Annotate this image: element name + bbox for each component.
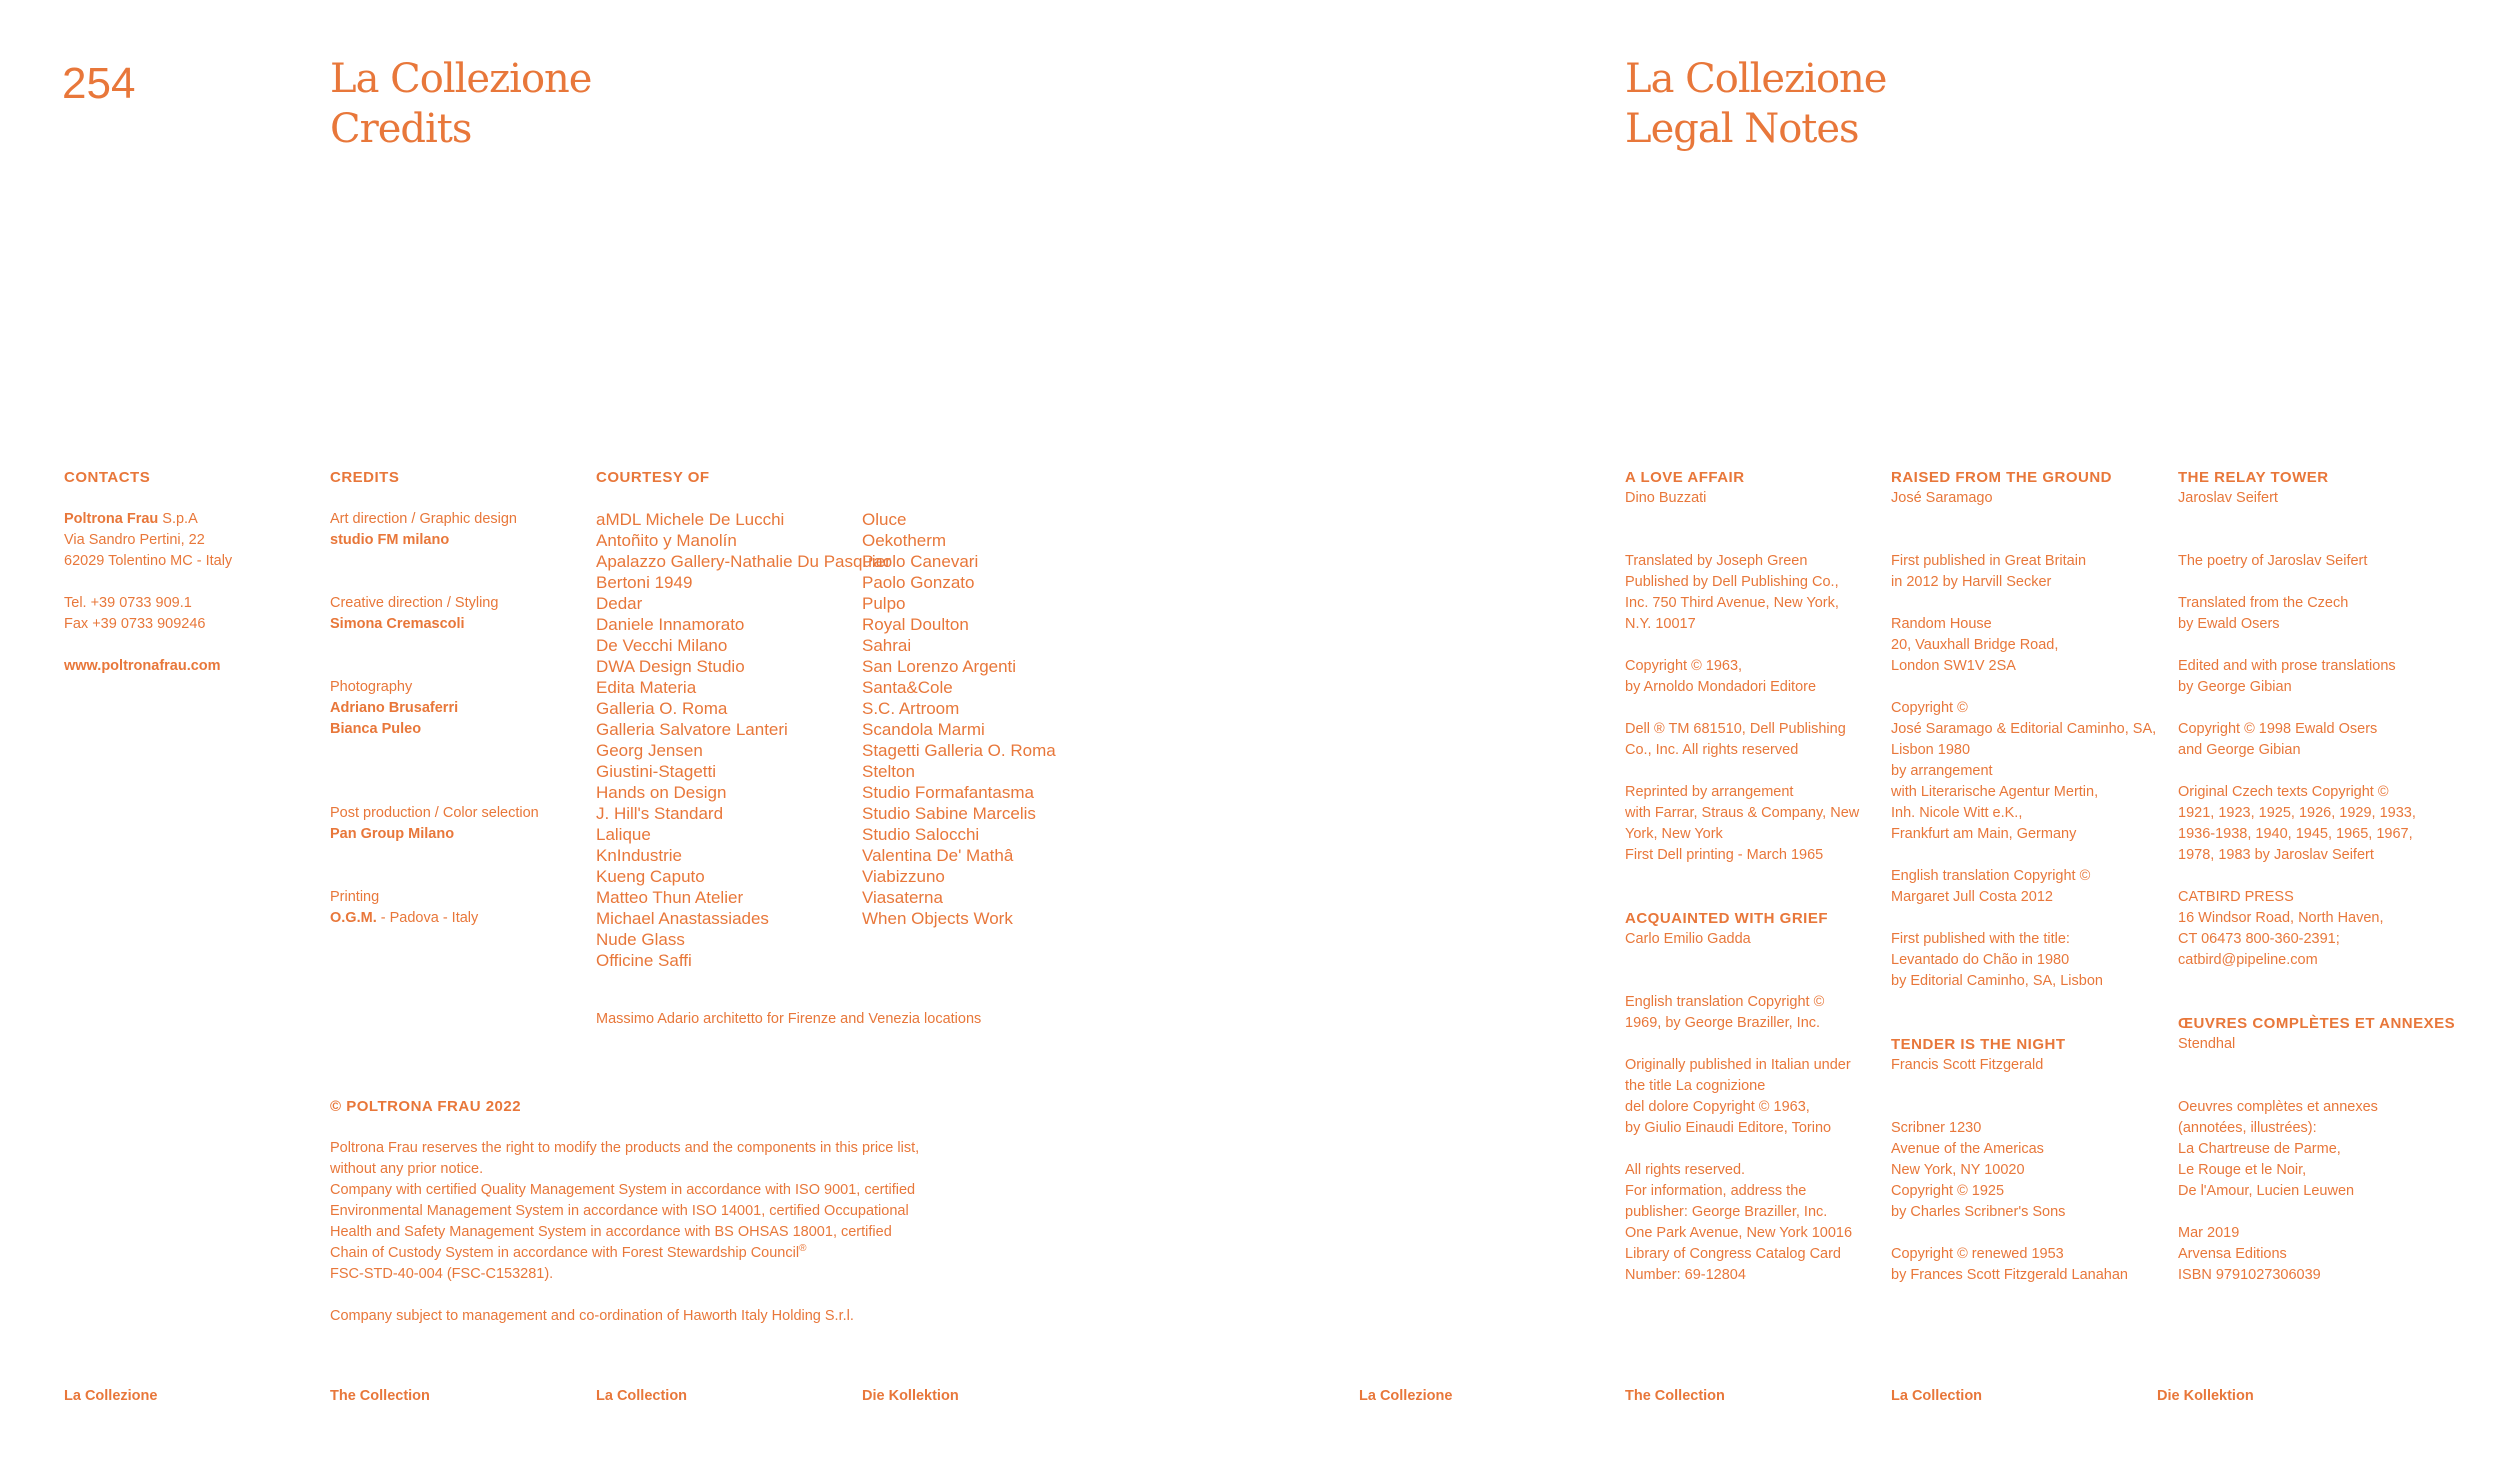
courtesy-item: Bertoni 1949: [596, 573, 693, 592]
art-direction-value: studio FM milano: [330, 532, 450, 548]
legal-book-title: A LOVE AFFAIR: [1625, 469, 1745, 486]
legal-text-line: Co., Inc. All rights reserved: [1625, 742, 1799, 758]
legal-text-line: Originally published in Italian under: [1625, 1057, 1851, 1073]
legal-text-line: London SW1V 2SA: [1891, 658, 2016, 674]
legal-column-1: [1625, 467, 1859, 1286]
website-link[interactable]: www.poltronafrau.com: [64, 658, 221, 674]
courtesy-item: Paolo Canevari: [862, 552, 979, 571]
legal-text-line: 1921, 1923, 1925, 1926, 1929, 1933,: [2178, 805, 2416, 821]
footer-left-4: Die Kollektion: [862, 1388, 959, 1404]
legal-text-line: The poetry of Jaroslav Seifert: [2178, 553, 2368, 569]
courtesy-item: Oluce: [862, 510, 907, 529]
legal-text-line: CATBIRD PRESS: [2178, 889, 2294, 905]
legal-text-line: One Park Avenue, New York 10016: [1625, 1225, 1853, 1241]
courtesy-item: Edita Materia: [596, 678, 697, 697]
post-production-value: Pan Group Milano: [330, 826, 455, 842]
legal-text-line: 1969, by George Braziller, Inc.: [1625, 1015, 1821, 1031]
legal-text-line: De l'Amour, Lucien Leuwen: [2178, 1183, 2355, 1199]
page-number: 254: [62, 59, 136, 108]
footer-right-3: La Collection: [1891, 1388, 1983, 1404]
company-name: [64, 509, 232, 530]
chain-text: Chain of Custody System in accordance with Forest Stewardship Council: [330, 1245, 800, 1261]
courtesy-item: Sahrai: [862, 636, 912, 655]
copyright-line: Health and Safety Management System in accordance with BS OHSAS 18001, certified: [330, 1224, 892, 1240]
courtesy-item: Santa&Cole: [862, 678, 953, 697]
legal-text-line: by Giulio Einaudi Editore, Torino: [1625, 1120, 1832, 1136]
legal-text-line: Edited and with prose translations: [2178, 658, 2396, 674]
address-line-2: 62029 Tolentino MC - Italy: [64, 553, 233, 569]
courtesy-item: Daniele Innamorato: [596, 615, 745, 634]
courtesy-item: Studio Salocchi: [862, 825, 980, 844]
credits-title-line1: La Collezione: [330, 56, 592, 102]
legal-notes-title: [1625, 54, 1886, 154]
legal-title-line1: La Collezione: [1625, 56, 1887, 102]
legal-column-2: [1891, 467, 2156, 1286]
legal-text-line: Frankfurt am Main, Germany: [1891, 826, 2077, 842]
copyright-heading: © POLTRONA FRAU 2022: [330, 1098, 522, 1115]
copyright-line: Company with certified Quality Management System in accordance with ISO 9001, certified: [330, 1182, 916, 1198]
legal-text-line: La Chartreuse de Parme,: [2178, 1141, 2341, 1157]
courtesy-item: Stelton: [862, 762, 915, 781]
legal-text-line: Random House: [1891, 616, 1992, 632]
courtesy-item: Oekotherm: [862, 531, 947, 550]
legal-text-line: Translated from the Czech: [2178, 595, 2349, 611]
courtesy-item: DWA Design Studio: [596, 657, 745, 676]
printing-label: Printing: [330, 889, 380, 905]
courtesy-item: When Objects Work: [862, 909, 1013, 928]
footer-right-1: La Collezione: [1359, 1388, 1453, 1404]
creative-direction-label: Creative direction / Styling: [330, 595, 499, 611]
legal-text-line: Original Czech texts Copyright ©: [2178, 784, 2389, 800]
courtesy-item: S.C. Artroom: [862, 699, 960, 718]
courtesy-item: Studio Sabine Marcelis: [862, 804, 1036, 823]
courtesy-heading: COURTESY OF: [596, 469, 710, 486]
legal-text-line: Library of Congress Catalog Card: [1625, 1246, 1841, 1262]
legal-column-3: [2178, 467, 2455, 1286]
courtesy-item: Viabizzuno: [862, 867, 945, 886]
courtesy-item: Nude Glass: [596, 930, 685, 949]
photography-value-1: Adriano Brusaferri: [330, 700, 459, 716]
courtesy-item: Michael Anastassiades: [596, 909, 769, 928]
legal-text-line: Copyright © renewed 1953: [1891, 1246, 2064, 1262]
legal-text-line: by George Gibian: [2178, 679, 2292, 695]
legal-text-line: 1978, 1983 by Jaroslav Seifert: [2178, 847, 2374, 863]
courtesy-item: Kueng Caputo: [596, 867, 705, 886]
legal-text-line: First published in Great Britain: [1891, 553, 2087, 569]
courtesy-item: Matteo Thun Atelier: [596, 888, 744, 907]
footer-right-2: The Collection: [1625, 1388, 1725, 1404]
courtesy-item: Apalazzo Gallery-Nathalie Du Pasquier: [596, 552, 891, 571]
legal-text-line: Mar 2019: [2178, 1225, 2240, 1241]
contacts-section: [64, 467, 232, 677]
courtesy-list-2: [862, 509, 1056, 929]
legal-text-line: José Saramago & Editorial Caminho, SA,: [1891, 721, 2157, 737]
legal-text-line: Le Rouge et le Noir,: [2178, 1162, 2307, 1178]
legal-book-title: ACQUAINTED WITH GRIEF: [1625, 910, 1828, 927]
legal-text-line: English translation Copyright ©: [1625, 994, 1825, 1010]
courtesy-note: Massimo Adario architetto for Firenze and Venezia locations: [596, 1011, 982, 1027]
photography-value-2: Bianca Puleo: [330, 721, 422, 737]
legal-text-line: Margaret Jull Costa 2012: [1891, 889, 2053, 905]
courtesy-item: Stagetti Galleria O. Roma: [862, 741, 1056, 760]
company-name-bold: Poltrona Frau: [64, 511, 159, 527]
legal-text-line: Inc. 750 Third Avenue, New York,: [1625, 595, 1839, 611]
legal-text-line: by Editorial Caminho, SA, Lisbon: [1891, 973, 2103, 989]
legal-title-line2: Legal Notes: [1625, 106, 1859, 152]
legal-text-line: Carlo Emilio Gadda: [1625, 931, 1751, 947]
legal-book-title: TENDER IS THE NIGHT: [1891, 1036, 2066, 1053]
fsc-line: FSC-STD-40-004 (FSC-C153281).: [330, 1266, 554, 1282]
legal-text-line: Dell ® TM 681510, Dell Publishing: [1625, 721, 1846, 737]
legal-text-line: by Charles Scribner's Sons: [1891, 1204, 2066, 1220]
legal-text-line: All rights reserved.: [1625, 1162, 1746, 1178]
legal-text-line: Copyright © 1925: [1891, 1183, 2005, 1199]
legal-text-line: Reprinted by arrangement: [1625, 784, 1794, 800]
courtesy-item: San Lorenzo Argenti: [862, 657, 1017, 676]
courtesy-item: De Vecchi Milano: [596, 636, 728, 655]
legal-text-line: Dino Buzzati: [1625, 490, 1707, 506]
haworth-line: Company subject to management and co-ordination of Haworth Italy Holding S.r.l.: [330, 1308, 854, 1324]
footer-right-4: Die Kollektion: [2157, 1388, 2254, 1404]
legal-text-line: Arvensa Editions: [2178, 1246, 2287, 1262]
courtesy-item: Studio Formafantasma: [862, 783, 1034, 802]
legal-text-line: First Dell printing - March 1965: [1625, 847, 1824, 863]
legal-text-line: (annotées, illustrées):: [2178, 1120, 2317, 1136]
photography-label: Photography: [330, 679, 413, 695]
legal-text-line: Translated by Joseph Green: [1625, 553, 1808, 569]
legal-book-title: ŒUVRES COMPLÈTES ET ANNEXES: [2178, 1015, 2456, 1032]
footer-left-2: The Collection: [330, 1388, 430, 1404]
company-suffix: S.p.A: [158, 511, 198, 527]
credits-title-line2: Credits: [330, 106, 472, 152]
legal-text-line: English translation Copyright ©: [1891, 868, 2091, 884]
courtesy-item: Officine Saffi: [596, 951, 692, 970]
courtesy-item: Royal Doulton: [862, 615, 969, 634]
courtesy-list-1: [596, 509, 891, 971]
courtesy-item: Paolo Gonzato: [862, 573, 975, 592]
legal-text-line: ISBN 9791027306039: [2178, 1267, 2321, 1283]
legal-text-line: Published by Dell Publishing Co.,: [1625, 574, 1839, 590]
courtesy-item: Galleria Salvatore Lanteri: [596, 720, 788, 739]
legal-text-line: York, New York: [1625, 826, 1723, 842]
printing-value-bold: O.G.M.: [330, 910, 377, 926]
courtesy-item: Giustini-Stagetti: [596, 762, 716, 781]
legal-text-line: Oeuvres complètes et annexes: [2178, 1099, 2378, 1115]
copyright-line: Poltrona Frau reserves the right to modify the products and the components in this price list,: [330, 1140, 920, 1156]
legal-text-line: Jaroslav Seifert: [2178, 490, 2278, 506]
legal-text-line: Avenue of the Americas: [1891, 1141, 2044, 1157]
courtesy-item: Antoñito y Manolín: [596, 531, 737, 550]
legal-text-line: Copyright © 1963,: [1625, 658, 1743, 674]
legal-text-line: by Arnoldo Mondadori Editore: [1625, 679, 1817, 695]
legal-text-line: 1936-1938, 1940, 1945, 1965, 1967,: [2178, 826, 2413, 842]
legal-text-line: For information, address the: [1625, 1183, 1807, 1199]
courtesy-item: aMDL Michele De Lucchi: [596, 510, 785, 529]
footer-left-3: La Collection: [596, 1388, 688, 1404]
legal-text-line: Levantado do Chão in 1980: [1891, 952, 2070, 968]
courtesy-item: J. Hill's Standard: [596, 804, 724, 823]
copyright-line: without any prior notice.: [330, 1161, 484, 1177]
footer-left-1: La Collezione: [64, 1388, 158, 1404]
address-line-1: Via Sandro Pertini, 22: [64, 532, 205, 548]
registered-mark: ®: [799, 1243, 807, 1255]
post-production-label: Post production / Color selection: [330, 805, 539, 821]
legal-book-title: RAISED FROM THE GROUND: [1891, 469, 2112, 486]
legal-text-line: CT 06473 800-360-2391;: [2178, 931, 2340, 947]
printing-value: [330, 908, 539, 929]
courtesy-item: KnIndustrie: [596, 846, 682, 865]
legal-text-line: Francis Scott Fitzgerald: [1891, 1057, 2044, 1073]
legal-text-line: Scribner 1230: [1891, 1120, 1982, 1136]
tel: Tel. +39 0733 909.1: [64, 595, 192, 611]
legal-text-line: with Farrar, Straus & Company, New: [1625, 805, 1860, 821]
credits-title: [330, 54, 591, 154]
chain-of-custody-line: [330, 1243, 919, 1264]
legal-text-line: José Saramago: [1891, 490, 1993, 506]
legal-text-line: catbird@pipeline.com: [2178, 952, 2318, 968]
legal-book-title: THE RELAY TOWER: [2178, 469, 2329, 486]
contacts-heading: CONTACTS: [64, 469, 151, 486]
legal-text-line: by arrangement: [1891, 763, 1993, 779]
courtesy-item: Pulpo: [862, 594, 906, 613]
courtesy-item: Lalique: [596, 825, 651, 844]
legal-text-line: Copyright ©: [1891, 700, 1968, 716]
courtesy-item: Hands on Design: [596, 783, 727, 802]
courtesy-item: Georg Jensen: [596, 741, 703, 760]
legal-text-line: by Ewald Osers: [2178, 616, 2280, 632]
fax: Fax +39 0733 909246: [64, 616, 206, 632]
legal-text-line: by Frances Scott Fitzgerald Lanahan: [1891, 1267, 2128, 1283]
legal-text-line: 20, Vauxhall Bridge Road,: [1891, 637, 2059, 653]
legal-text-line: First published with the title:: [1891, 931, 2070, 947]
legal-text-line: Lisbon 1980: [1891, 742, 1971, 758]
courtesy-item: Scandola Marmi: [862, 720, 985, 739]
copyright-section: [330, 1096, 919, 1327]
credits-section: [330, 467, 539, 929]
printing-value-rest: - Padova - Italy: [376, 910, 479, 926]
legal-text-line: Stendhal: [2178, 1036, 2236, 1052]
legal-text-line: del dolore Copyright © 1963,: [1625, 1099, 1810, 1115]
legal-text-line: the title La cognizione: [1625, 1078, 1766, 1094]
creative-direction-value: Simona Cremascoli: [330, 616, 465, 632]
legal-text-line: Inh. Nicole Witt e.K.,: [1891, 805, 2023, 821]
credits-heading: CREDITS: [330, 469, 400, 486]
legal-text-line: and George Gibian: [2178, 742, 2301, 758]
legal-text-line: New York, NY 10020: [1891, 1162, 2025, 1178]
legal-text-line: Copyright © 1998 Ewald Osers: [2178, 721, 2378, 737]
art-direction-label: Art direction / Graphic design: [330, 511, 517, 527]
courtesy-item: Viasaterna: [862, 888, 943, 907]
legal-text-line: N.Y. 10017: [1625, 616, 1696, 632]
legal-text-line: Number: 69-12804: [1625, 1267, 1746, 1283]
legal-text-line: 16 Windsor Road, North Haven,: [2178, 910, 2384, 926]
courtesy-item: Dedar: [596, 594, 643, 613]
legal-text-line: in 2012 by Harvill Secker: [1891, 574, 2052, 590]
courtesy-item: Galleria O. Roma: [596, 699, 728, 718]
legal-text-line: with Literarische Agentur Mertin,: [1891, 784, 2099, 800]
copyright-line: Environmental Management System in accordance with ISO 14001, certified Occupational: [330, 1203, 909, 1219]
legal-text-line: publisher: George Braziller, Inc.: [1625, 1204, 1828, 1220]
courtesy-item: Valentina De' Mathâ: [862, 846, 1014, 865]
